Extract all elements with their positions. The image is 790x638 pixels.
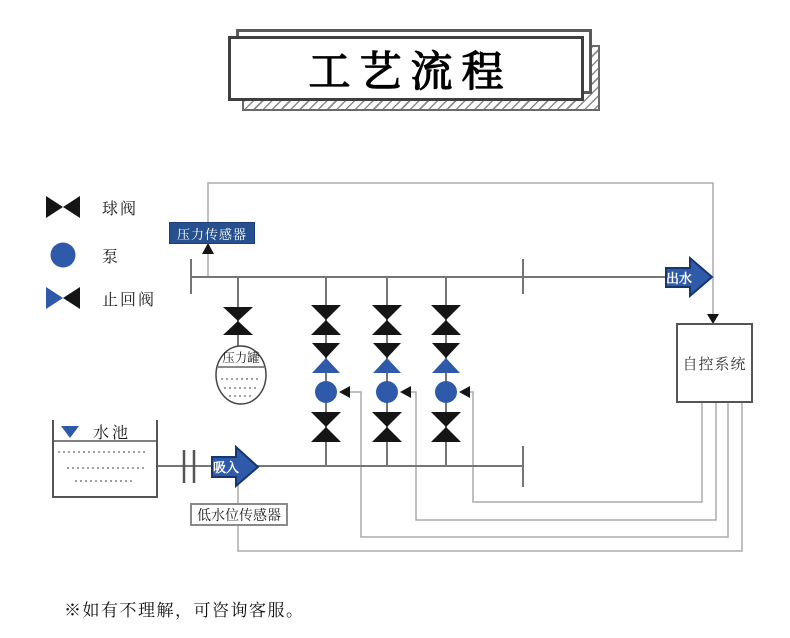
pump1-outlet-ball-valve-bottom [311, 427, 341, 442]
arrowhead-into-pump2 [400, 386, 411, 398]
pump2-inlet-ball-valve-bottom [372, 320, 402, 335]
pump2 [376, 381, 398, 403]
pump2-check-valve-black-half [373, 343, 401, 358]
pressure-sensor-signal-line [208, 183, 713, 318]
legend-label-check-valve: 止回阀 [102, 291, 157, 309]
pump1-outlet-ball-valve-top [311, 412, 341, 427]
pump3-check-valve-blue-half [432, 358, 460, 373]
pressure-sensor-box [169, 222, 255, 244]
pump3-inlet-ball-valve-top [431, 305, 461, 320]
pressure-tank-ball-valve [223, 307, 253, 335]
control-system-box [676, 323, 753, 403]
outlet-arrow-label: 出水 [665, 271, 693, 286]
arrowhead-up-to-pressure-sensor [202, 243, 214, 254]
legend-label-pump: 泵 [102, 248, 121, 266]
pump1 [315, 381, 337, 403]
low-level-signal-line [238, 403, 742, 551]
low-level-sensor-label: 低水位传感器 [197, 506, 281, 523]
low-level-sensor-box [190, 503, 288, 526]
pump3-check-valve-black-half [432, 343, 460, 358]
suction-arrow [212, 447, 258, 486]
pump3-inlet-ball-valve-bottom [431, 320, 461, 335]
pump3-outlet-ball-valve-bottom [431, 427, 461, 442]
pressure-tank-label: 压力罐 [222, 351, 260, 365]
suction-arrow-label: 吸入 [212, 460, 240, 475]
control-system-label: 自控系统 [682, 355, 747, 373]
pump2-check-valve-blue-half [373, 358, 401, 373]
arrowhead-into-pump3 [459, 386, 470, 398]
pump1-check-valve-black-half [312, 343, 340, 358]
pump3-outlet-ball-valve-top [431, 412, 461, 427]
pump3-signal-line [469, 392, 702, 502]
water-tank-label: 水池 [93, 425, 132, 442]
pump2-outlet-ball-valve-bottom [372, 427, 402, 442]
pump2-inlet-ball-valve-top [372, 305, 402, 320]
pump1-check-valve-blue-half [312, 358, 340, 373]
footnote: ※如有不理解，可咨询客服。 [64, 601, 305, 620]
pump2-signal-line [410, 392, 716, 520]
pump2-outlet-ball-valve-top [372, 412, 402, 427]
arrowhead-into-pump1 [339, 386, 350, 398]
page-title-text: 工艺流程 [308, 47, 513, 95]
pump1-signal-line [349, 392, 728, 537]
pressure-tank [216, 346, 266, 404]
control-signal-lines [208, 183, 742, 551]
legend-label-ball-valve: 球阀 [102, 200, 139, 218]
pump3 [435, 381, 457, 403]
outlet-arrow [666, 258, 712, 296]
pump1-inlet-ball-valve-bottom [311, 320, 341, 335]
water-tank [53, 420, 157, 497]
pump1-inlet-ball-valve-top [311, 305, 341, 320]
pressure-sensor-label: 压力传感器 [176, 226, 247, 242]
